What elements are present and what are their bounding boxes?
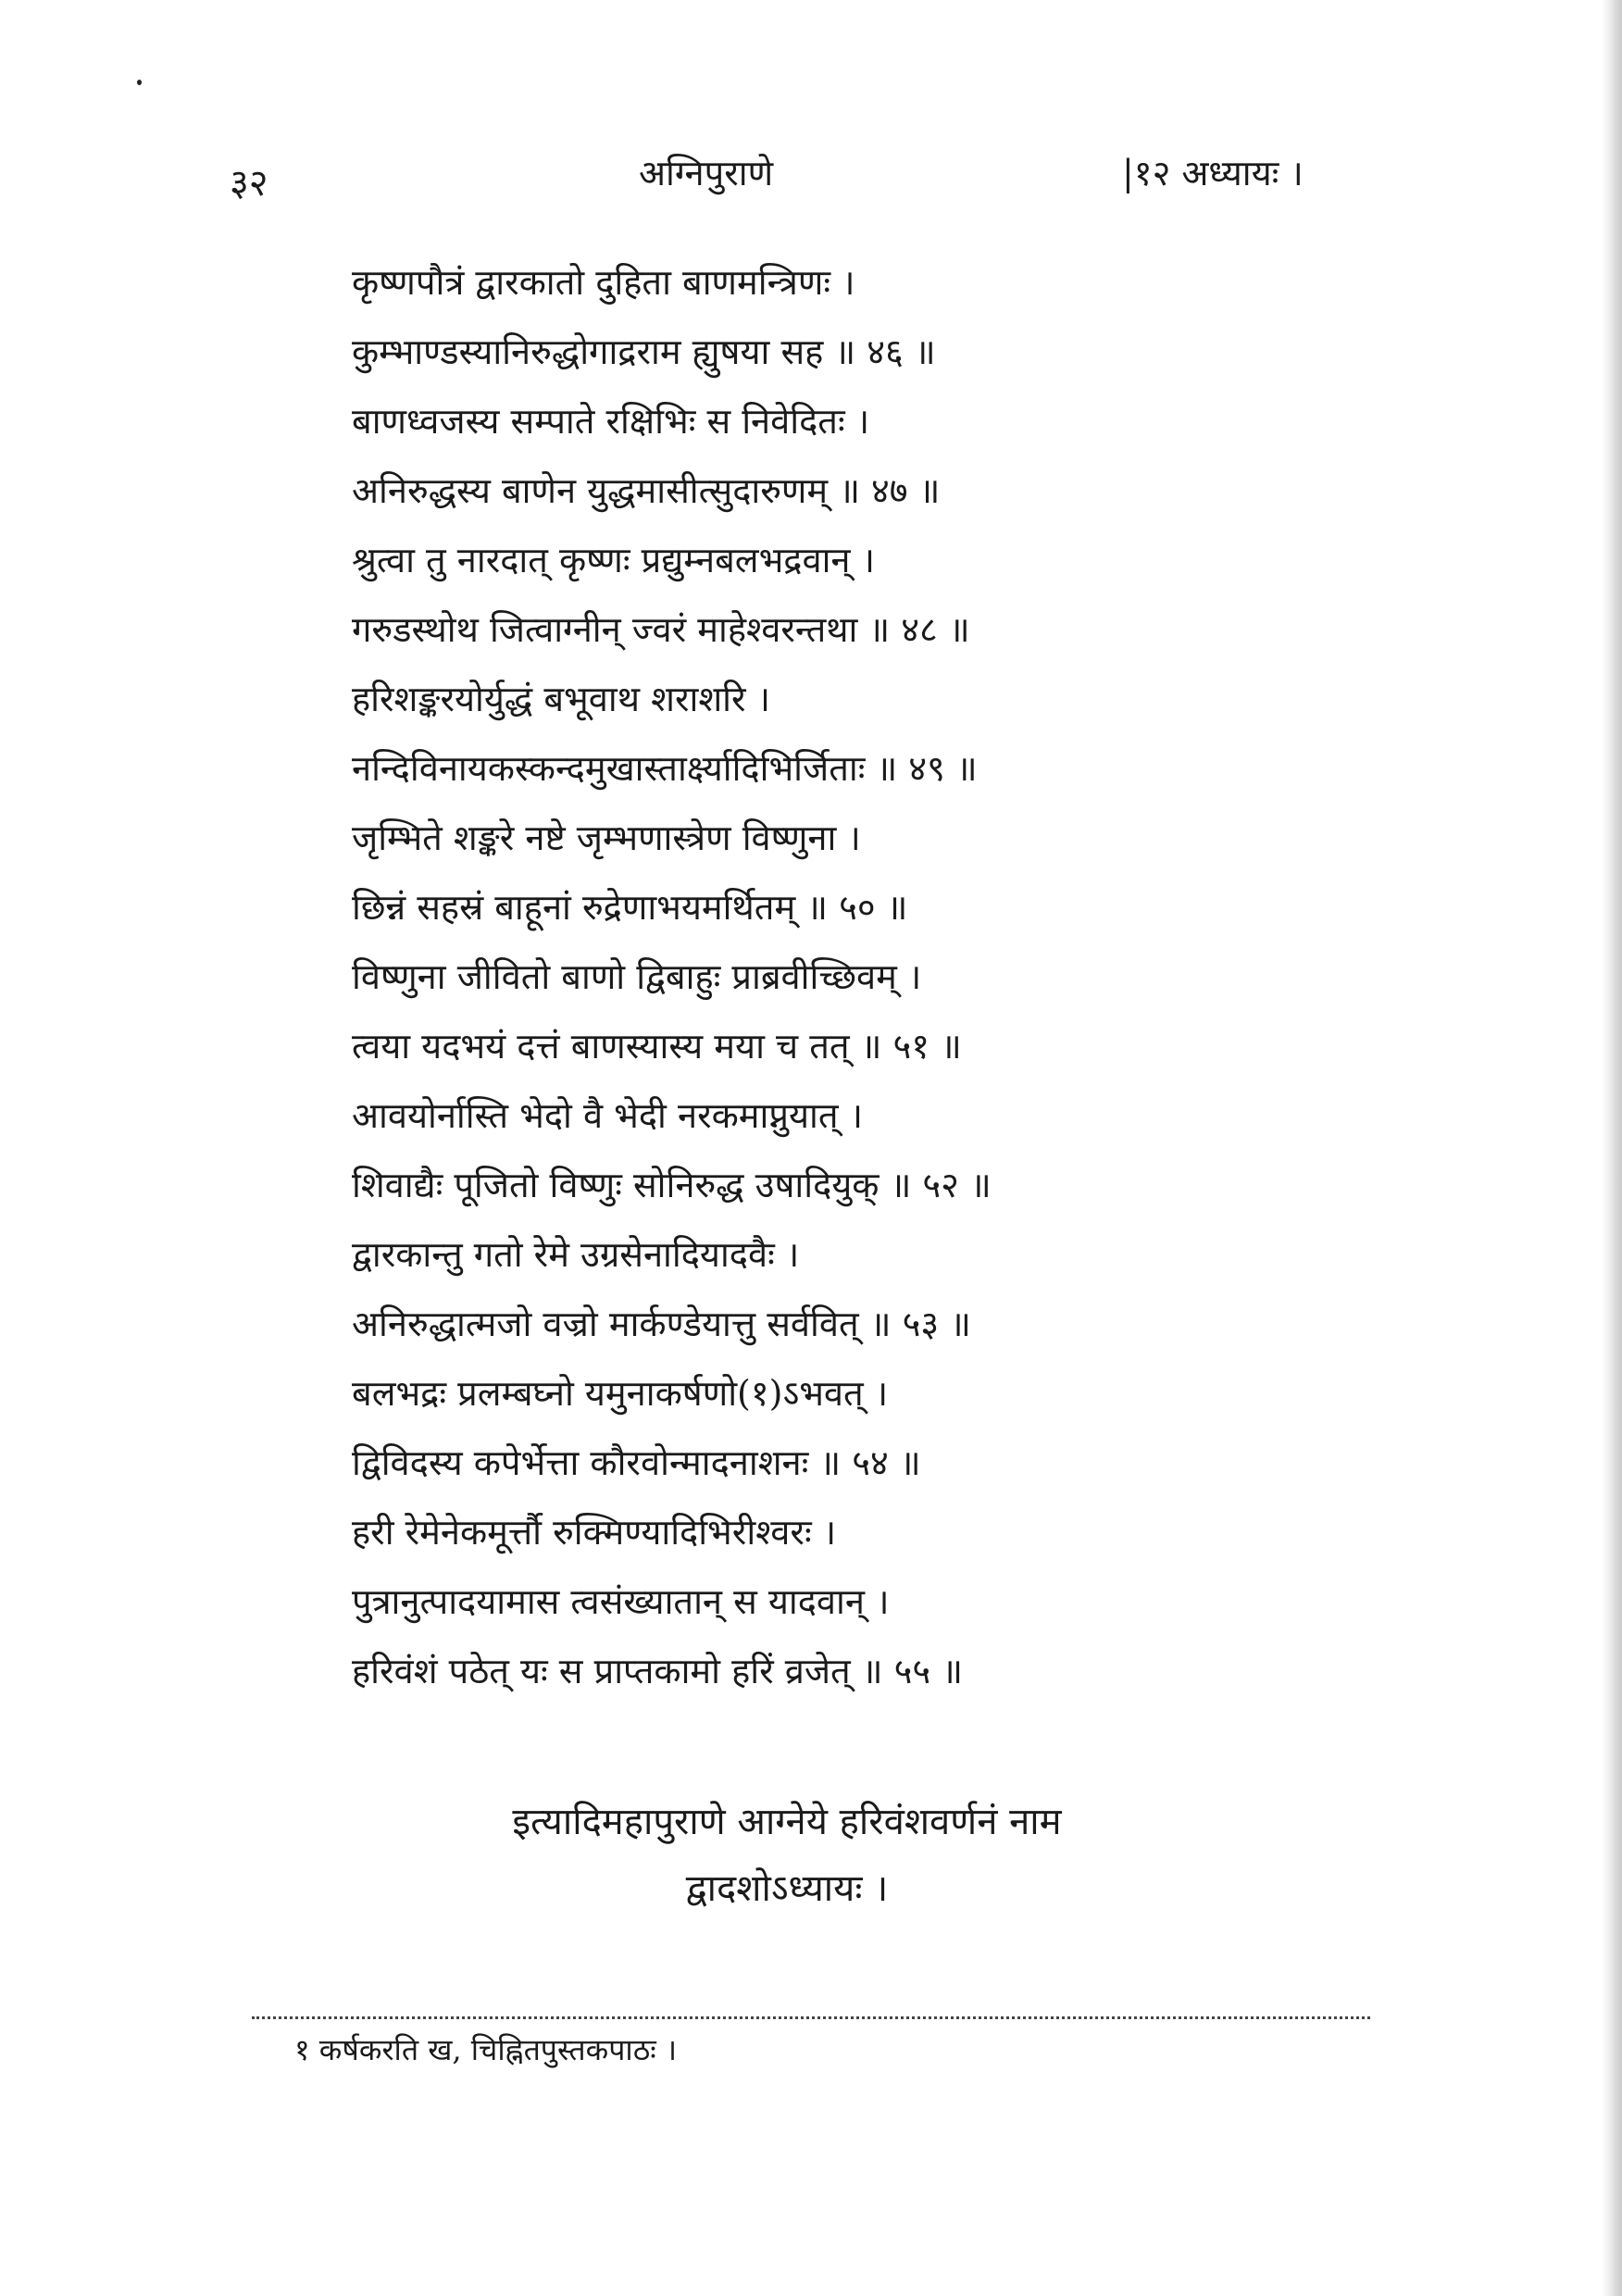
verse-line: हरिशङ्करयोर्युद्धं बभूवाथ शराशरि । [352,679,771,719]
verse-line: हरी रेमेनेकमूर्त्तौ रुक्मिण्यादिभिरीश्वरः । [352,1512,837,1553]
footnote-divider [252,2016,1370,2019]
verse-line: अनिरुद्धस्य बाणेन युद्धमासीत्सुदारुणम् ॥ ४७ ॥ [352,470,941,511]
verse-line: शिवाद्यैः पूजितो विष्णुः सोनिरुद्ध उषादियुक् ॥ ५२ ॥ [352,1165,992,1205]
verse-line: द्विविदस्य कपेर्भेत्ता कौरवोन्मादनाशनः ॥ ५४ ॥ [352,1442,921,1483]
verse-line: श्रुत्वा तु नारदात् कृष्णः प्रद्युम्नबलभद्रवान् । [352,540,875,580]
verse-line: हरिवंशं पठेत् यः स प्राप्तकामो हरिं व्रजेत् ॥ ५५ ॥ [352,1651,963,1691]
page-header [0,148,1622,204]
running-title: अग्निपुराणे [639,153,774,193]
verse-line: आवयोर्नास्ति भेदो वै भेदी नरकमाप्नुयात् । [352,1095,864,1136]
verse-line: बलभद्रः प्रलम्बघ्नो यमुनाकर्षणो(१)ऽभवत् । [352,1373,889,1414]
scan-edge-shadow [1602,0,1622,2296]
verse-line: अनिरुद्धात्मजो वज्रो मार्कण्डेयात्तु सर्ववित् ॥ ५३ ॥ [352,1304,971,1344]
verse-block [352,248,1278,1706]
chapter-mark: |१२ अध्यायः । [1122,153,1304,193]
colophon-line: द्वादशोऽध्यायः । [685,1867,889,1910]
verse-line: विष्णुना जीवितो बाणो द्विबाहुः प्राब्रवीच्छिवम् । [352,956,922,997]
verse-line: द्वारकान्तु गतो रेमे उग्रसेनादियादवैः । [352,1234,800,1275]
verse-line: नन्दिविनायकस्कन्दमुखास्तार्क्ष्यादिभिर्जिताः ॥ ४९ ॥ [352,748,978,789]
verse-line: जृम्भिते शङ्करे नष्टे जृम्भणास्त्रेण विष्णुना । [352,817,861,858]
verse-line: गरुडस्थोथ जित्वाग्नीन् ज्वरं माहेश्वरन्तथा ॥ ४८ ॥ [352,609,970,650]
verse-line: कृष्णपौत्रं द्वारकातो दुहिता बाणमन्त्रिणः । [352,262,855,303]
footnote: १ कर्षकरति ख, चिह्नितपुस्तकपाठः । [294,2032,678,2067]
page-number: ३२ [230,162,268,205]
colophon-line: इत्यादिमहापुराणे आग्नेये हरिवंशवर्णनं नाम [512,1801,1062,1843]
verse-line: त्वया यदभयं दत्तं बाणस्यास्य मया च तत् ॥ ५१ ॥ [352,1026,962,1067]
chapter-colophon [352,1789,1222,1922]
verse-line: छिन्नं सहस्रं बाहूनां रुद्रेणाभयमर्थितम् ॥ ५० ॥ [352,887,908,928]
verse-line: बाणध्वजस्य सम्पाते रक्षिभिः स निवेदितः । [352,401,870,442]
scan-speck [137,80,142,85]
verse-line: कुम्भाण्डस्यानिरुद्धोगाद्रराम ह्युषया सह ॥ ४६ ॥ [352,331,936,372]
verse-line: पुत्रानुत्पादयामास त्वसंख्यातान् स यादवान् । [352,1581,890,1622]
